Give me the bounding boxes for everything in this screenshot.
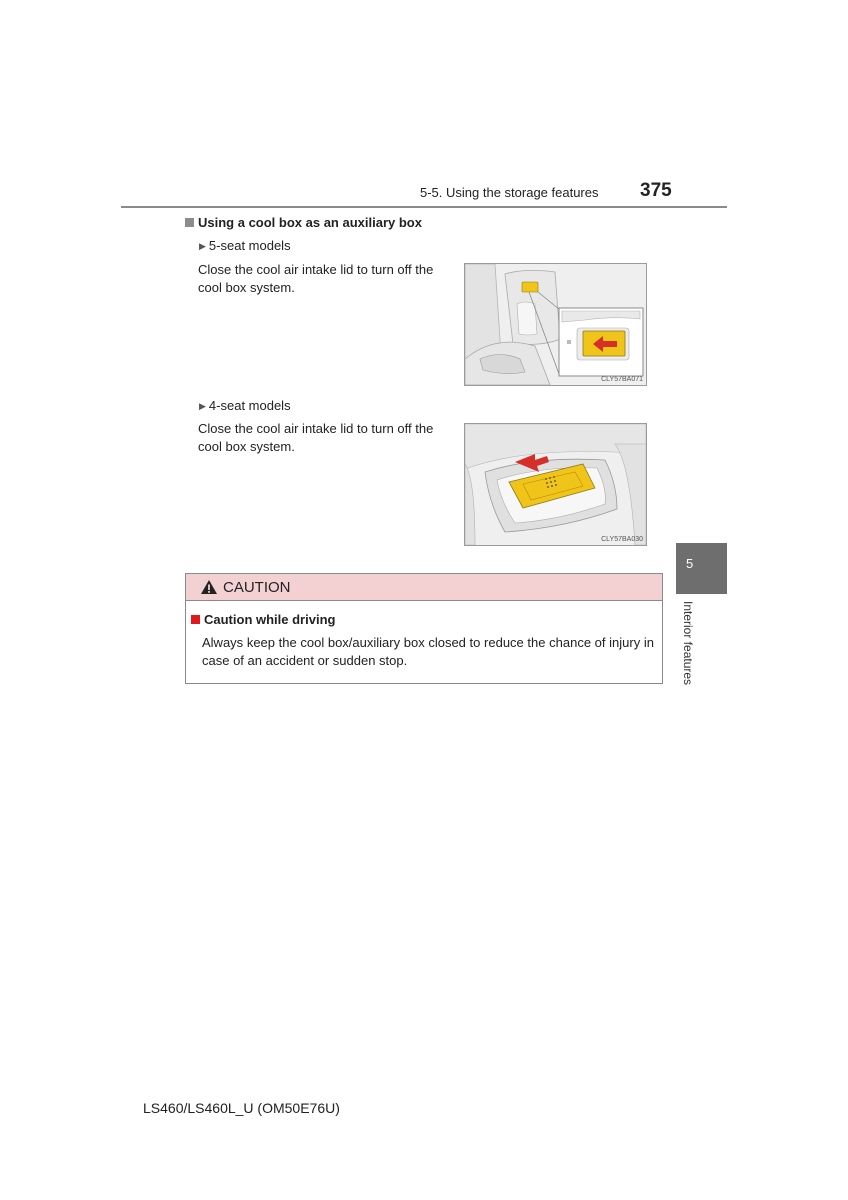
caution-text: Always keep the cool box/auxiliary box closed to reduce the chance of injury in case of an accident or sudden stop. (202, 635, 654, 668)
header-rule (121, 206, 727, 208)
figure-code: CLY57BA071 (601, 376, 643, 383)
page-number: 375 (640, 180, 672, 201)
model-label-4-seat: ▶ 4-seat models (199, 398, 291, 413)
square-bullet-icon (185, 218, 194, 227)
triangle-bullet-icon: ▶ (199, 241, 206, 251)
section-heading (185, 215, 422, 230)
figure-4-seat-cool-box (464, 423, 647, 546)
caution-subheading: Caution while driving (191, 612, 335, 627)
chapter-number: 5 (686, 556, 694, 571)
section-title: 5-5. Using the storage features (420, 185, 599, 200)
warning-triangle-icon (200, 579, 218, 600)
chapter-tab (676, 543, 727, 594)
model-label-5-seat: ▶ 5-seat models (199, 238, 291, 253)
caution-header (186, 574, 662, 601)
caution-box (185, 573, 663, 684)
red-square-bullet-icon (191, 615, 200, 624)
instruction-text-5-seat: Close the cool air intake lid to turn off the cool box system. (198, 262, 434, 295)
figure-code: CLY57BA030 (601, 536, 643, 543)
figure-5-seat-cool-box (464, 263, 647, 386)
triangle-bullet-icon: ▶ (199, 401, 206, 411)
chapter-title: Interior features (681, 601, 695, 686)
section-heading-text: Using a cool box as an auxiliary box (198, 215, 422, 230)
footer-model: LS460/LS460L_U (OM50E76U) (143, 1100, 340, 1116)
caution-title: CAUTION (223, 579, 291, 596)
instruction-text-4-seat: Close the cool air intake lid to turn off the cool box system. (198, 421, 434, 454)
